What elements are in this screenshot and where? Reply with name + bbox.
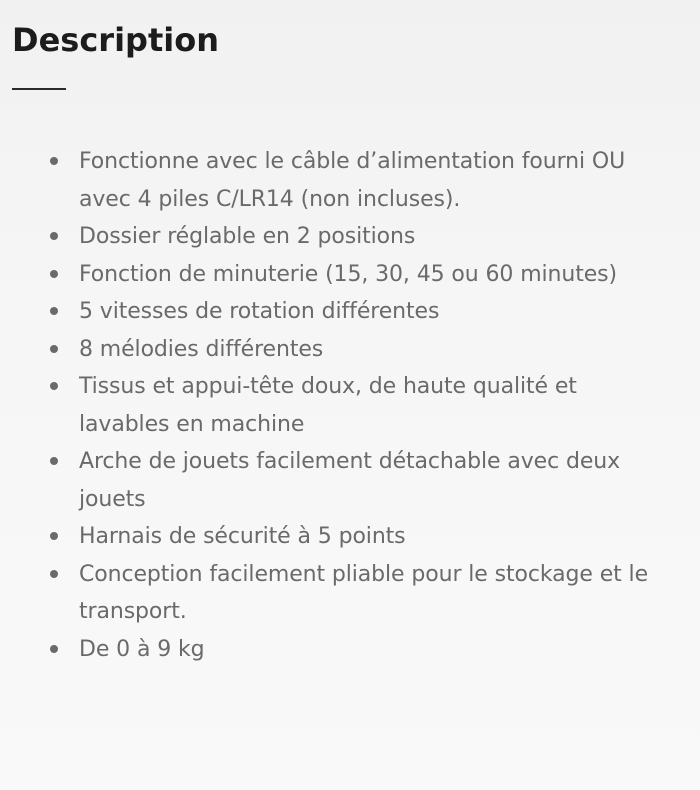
feature-text: Fonction de minuterie (15, 30, 45 ou 60 minutes) bbox=[79, 261, 618, 287]
bullet-icon bbox=[50, 645, 58, 653]
bullet-icon bbox=[50, 382, 58, 390]
list-item bbox=[0, 443, 700, 518]
feature-text: De 0 à 9 kg bbox=[79, 636, 205, 662]
feature-text: Arche de jouets facilement détachable avec deux jouets bbox=[79, 449, 621, 512]
feature-text: Dossier réglable en 2 positions bbox=[79, 224, 416, 249]
list-item bbox=[0, 631, 700, 669]
bullet-icon bbox=[50, 307, 58, 315]
list-item bbox=[0, 143, 700, 218]
bullet-icon bbox=[50, 232, 58, 240]
feature-text: Fonctionne avec le câble d’alimentation fourni OU avec 4 piles C/LR14 (non incluses). bbox=[79, 149, 626, 212]
feature-text: 5 vitesses de rotation différentes bbox=[79, 299, 440, 324]
list-item bbox=[0, 256, 700, 294]
bullet-icon bbox=[50, 457, 58, 465]
bullet-icon bbox=[50, 345, 58, 353]
bullet-icon bbox=[50, 570, 58, 578]
list-item bbox=[0, 293, 700, 331]
title-underline-divider bbox=[12, 88, 66, 90]
feature-text: Tissus et appui-tête doux, de haute qualité et lavables en machine bbox=[79, 374, 577, 437]
list-item bbox=[0, 556, 700, 631]
feature-text: Conception facilement pliable pour le stockage et le transport. bbox=[79, 561, 649, 624]
feature-text: Harnais de sécurité à 5 points bbox=[79, 524, 406, 549]
bullet-icon bbox=[50, 157, 58, 165]
list-item bbox=[0, 368, 700, 443]
list-item bbox=[0, 518, 700, 556]
feature-text: 8 mélodies différentes bbox=[79, 336, 324, 362]
bullet-icon bbox=[50, 532, 58, 540]
list-item bbox=[0, 218, 700, 256]
list-item bbox=[0, 331, 700, 369]
section-title: Description bbox=[12, 21, 219, 59]
bullet-icon bbox=[50, 270, 58, 278]
feature-list bbox=[0, 143, 700, 668]
